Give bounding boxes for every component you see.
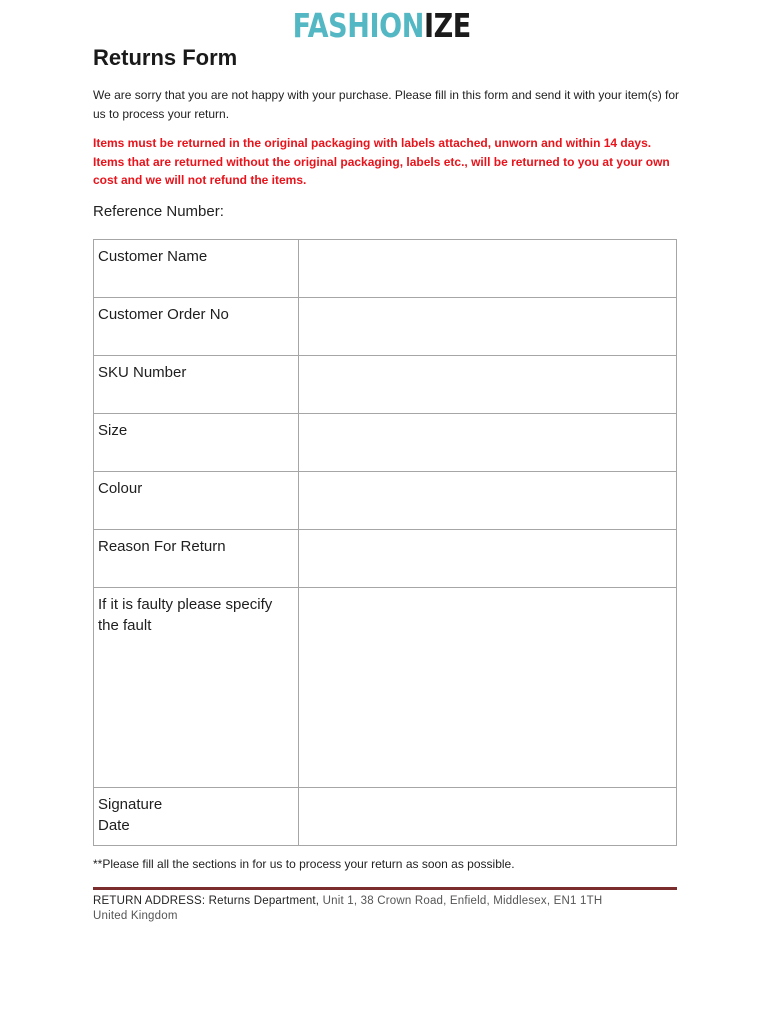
reference-number-label: Reference Number: xyxy=(93,203,224,220)
warning-text: Items must be returned in the original packaging with labels attached, unworn and within 14 days. Items that are returned without the original packaging, labels etc., will be returned to you at your own cost and we will not refund the items. xyxy=(93,136,670,187)
table-row xyxy=(94,240,677,298)
logo-text-ize: IZE xyxy=(423,6,471,45)
size-field[interactable] xyxy=(299,414,677,472)
return-address-line: Unit 1, 38 Crown Road, Enfield, Middlesex, EN1 1TH xyxy=(319,895,603,907)
customer-order-no-label: Customer Order No xyxy=(94,298,299,356)
signature-date-field[interactable] xyxy=(299,788,677,846)
divider xyxy=(93,887,677,890)
reason-for-return-field[interactable] xyxy=(299,530,677,588)
colour-field[interactable] xyxy=(299,472,677,530)
footer-note: **Please fill all the sections in for us to process your return as soon as possible. xyxy=(93,857,515,871)
fault-description-label: If it is faulty please specify the fault xyxy=(94,588,299,788)
signature-label: Signature xyxy=(98,796,163,813)
customer-order-no-field[interactable] xyxy=(299,298,677,356)
table-row xyxy=(94,298,677,356)
sku-number-field[interactable] xyxy=(299,356,677,414)
fault-description-field[interactable] xyxy=(299,588,677,788)
intro-text: We are sorry that you are not happy with your purchase. Please fill in this form and send it with your item(s) for us to process your return. xyxy=(93,88,680,121)
date-label: Date xyxy=(98,817,130,834)
size-label: Size xyxy=(94,414,299,472)
colour-label: Colour xyxy=(94,472,299,530)
table-row xyxy=(94,588,677,788)
table-row xyxy=(94,788,677,846)
sku-number-label: SKU Number xyxy=(94,356,299,414)
table-row xyxy=(94,414,677,472)
returns-form-table xyxy=(93,239,677,846)
page-title: Returns Form xyxy=(93,45,238,70)
reason-for-return-label: Reason For Return xyxy=(94,530,299,588)
customer-name-field[interactable] xyxy=(299,240,677,298)
return-address xyxy=(93,894,683,924)
return-address-lead: RETURN ADDRESS: Returns Department, xyxy=(93,895,320,907)
logo-text-fashion: FASHION xyxy=(292,6,424,45)
brand-logo xyxy=(66,6,697,46)
table-row xyxy=(94,530,677,588)
table-row xyxy=(94,356,677,414)
table-row xyxy=(94,472,677,530)
customer-name-label: Customer Name xyxy=(94,240,299,298)
return-address-country: United Kingdom xyxy=(93,910,178,922)
signature-date-label xyxy=(94,788,299,846)
